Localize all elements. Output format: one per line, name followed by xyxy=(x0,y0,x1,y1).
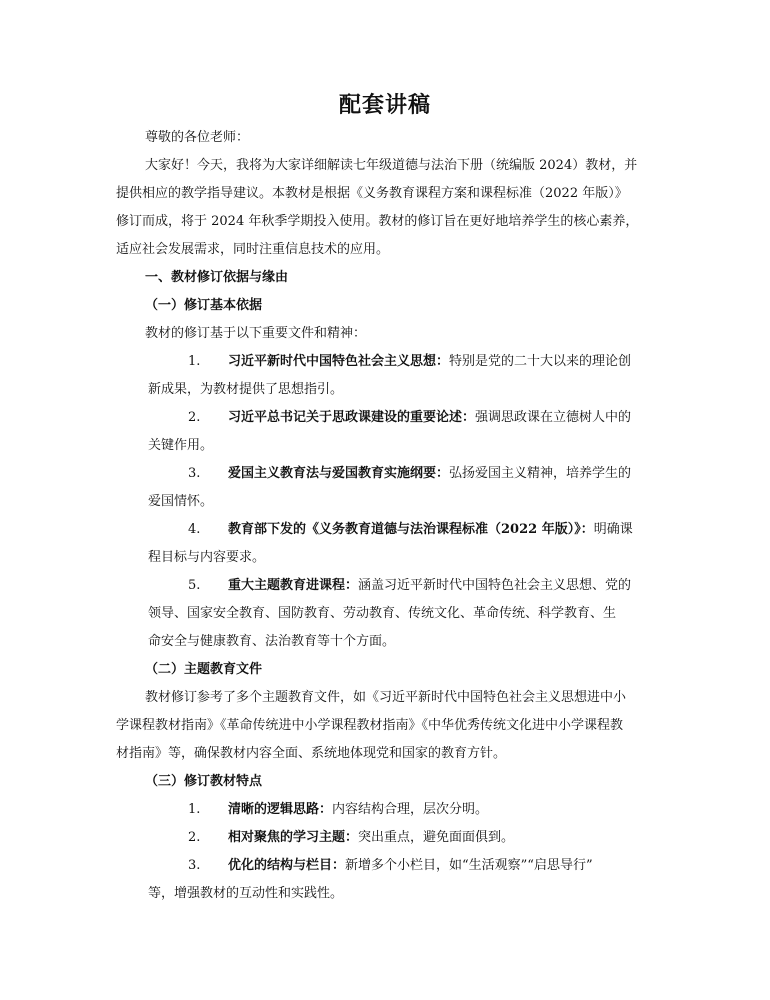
list-item-title: 爱国主义教育法与爱国教育实施纲要： xyxy=(228,466,450,481)
list-item-title: 习近平总书记关于思政课建设的重要论述： xyxy=(228,410,476,425)
intro-line: 适应社会发展需求，同时注重信息技术的应用。 xyxy=(116,242,390,257)
list-number: 2. xyxy=(188,410,201,425)
list-number: 5. xyxy=(188,578,201,593)
list-item-continuation: 等，增强教材的互动性和实践性。 xyxy=(148,886,344,901)
paragraph-line: 教材修订参考了多个主题教育文件，如《习近平新时代中国特色社会主义思想进中小 xyxy=(145,690,627,705)
subsection-heading: （一）修订基本依据 xyxy=(145,298,263,313)
intro-line: 修订而成，将于 2024 年秋季学期投入使用。教材的修订旨在更好地培养学生的核心素养， xyxy=(116,214,639,229)
list-item-title: 清晰的逻辑思路： xyxy=(228,802,333,817)
list-item-continuation: 程目标与内容要求。 xyxy=(148,550,266,565)
list-item-title: 习近平新时代中国特色社会主义思想： xyxy=(228,354,450,369)
greeting: 尊敬的各位老师： xyxy=(145,130,250,145)
list-item-text: 涵盖习近平新时代中国特色社会主义思想、党的 xyxy=(358,578,632,593)
list-item xyxy=(228,516,633,544)
list-item xyxy=(228,572,631,600)
list-item xyxy=(228,824,514,852)
list-item-continuation: 领导、国家安全教育、国防教育、劳动教育、传统文化、革命传统、科学教育、生 xyxy=(148,606,617,621)
subsection-intro: 教材的修订基于以下重要文件和精神： xyxy=(145,326,367,341)
list-number: 1. xyxy=(188,354,201,369)
list-item-continuation: 爱国情怀。 xyxy=(148,494,214,509)
list-item-title: 重大主题教育进课程： xyxy=(228,578,359,593)
list-number: 2. xyxy=(188,830,201,845)
paragraph-line: 材指南》等，确保教材内容全面、系统地体现党和国家的教育方针。 xyxy=(116,746,507,761)
list-item xyxy=(228,404,631,432)
list-number: 4. xyxy=(188,522,201,537)
list-item xyxy=(228,348,631,376)
list-item-text: 弘扬爱国主义精神，培养学生的 xyxy=(449,466,632,481)
intro-line: 提供相应的教学指导建议。本教材是根据《义务教育课程方案和课程标准（2022 年版）》 xyxy=(116,186,628,201)
list-item-text: 强调思政课在立德树人中的 xyxy=(475,410,632,425)
list-number: 3. xyxy=(188,466,201,481)
intro-line: 大家好！今天，我将为大家详细解读七年级道德与法治下册（统编版 2024）教材，并 xyxy=(145,158,638,173)
list-item xyxy=(228,796,488,824)
section-heading: 一、教材修订依据与缘由 xyxy=(145,270,289,285)
list-item-text: 新增多个小栏目，如“生活观察”“启思导行” xyxy=(345,858,593,873)
subsection-heading: （二）主题教育文件 xyxy=(145,662,263,677)
list-item-text: 特别是党的二十大以来的理论创 xyxy=(449,354,632,369)
list-item-continuation: 新成果，为教材提供了思想指引。 xyxy=(148,382,344,397)
list-item-title: 相对聚焦的学习主题： xyxy=(228,830,359,845)
list-number: 3. xyxy=(188,858,201,873)
list-item-continuation: 命安全与健康教育、法治教育等十个方面。 xyxy=(148,634,396,649)
list-item xyxy=(228,460,631,488)
page-title: 配套讲稿 xyxy=(338,92,431,118)
list-item-title: 优化的结构与栏目： xyxy=(228,858,346,873)
list-item-text: 明确课 xyxy=(593,522,633,537)
list-number: 1. xyxy=(188,802,201,817)
list-item-continuation: 关键作用。 xyxy=(148,438,214,453)
subsection-heading: （三）修订教材特点 xyxy=(145,774,263,789)
list-item-text: 突出重点，避免面面俱到。 xyxy=(358,830,515,845)
paragraph-line: 学课程教材指南》《革命传统进中小学课程教材指南》《中华优秀传统文化进中小学课程教 xyxy=(116,718,624,733)
list-item-text: 内容结构合理，层次分明。 xyxy=(332,802,489,817)
list-item xyxy=(228,852,593,880)
list-item-title: 教育部下发的《义务教育道德与法治课程标准（2022 年版）》： xyxy=(228,522,594,537)
